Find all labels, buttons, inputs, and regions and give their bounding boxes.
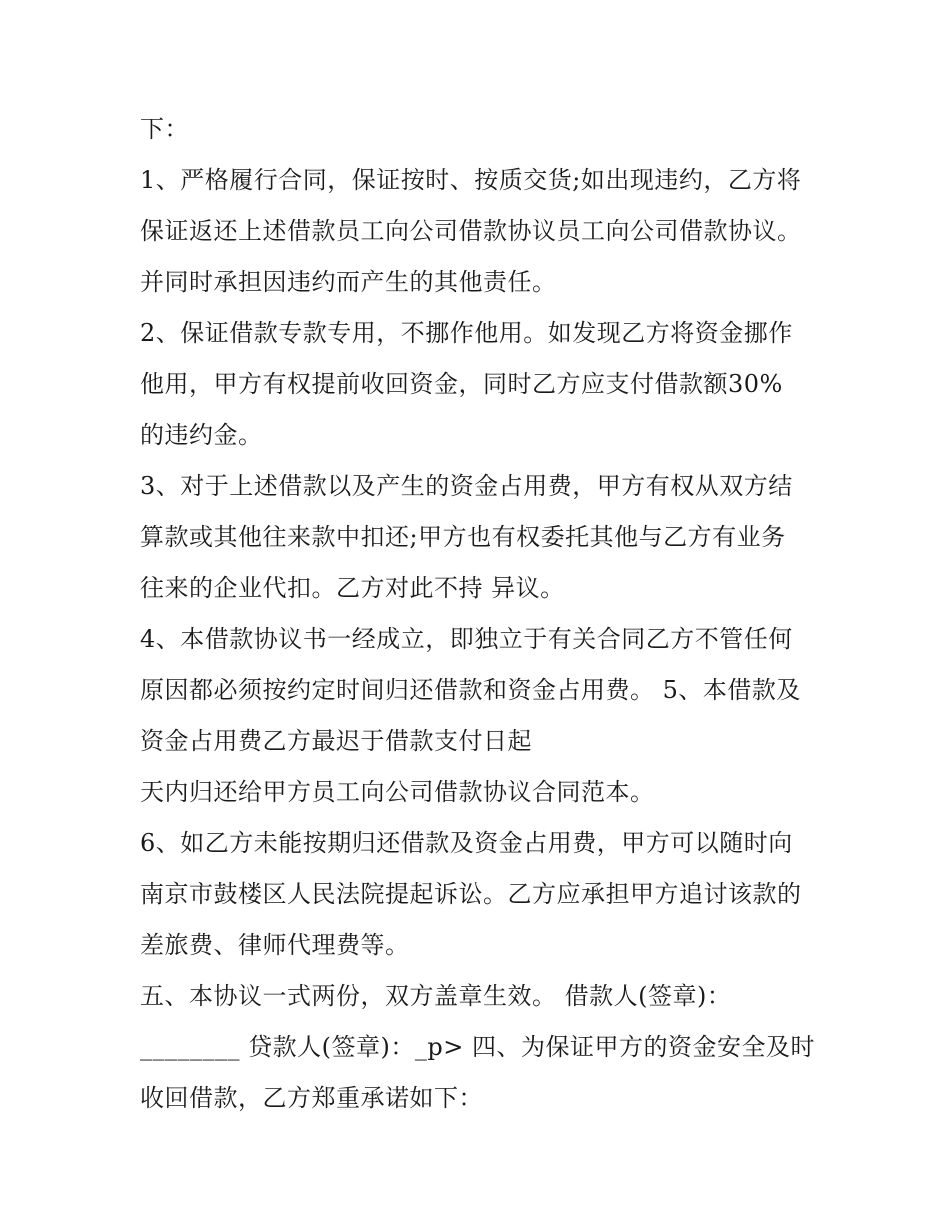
text-line: 4、本借款协议书一经成立，即独立于有关合同乙方不管任何 (140, 625, 793, 653)
text-line: 资金占用费乙方最迟于借款支付日起 (140, 727, 532, 755)
text-line: 天内归还给甲方员工向公司借款协议合同范本。 (140, 778, 655, 806)
text-line: 下： (140, 115, 189, 143)
text-line: 2、保证借款专款专用，不挪作他用。如发现乙方将资金挪作 (140, 319, 793, 347)
text-line: 算款或其他往来款中扣还;甲方也有权委托其他与乙方有业务 (140, 523, 786, 551)
text-line: 收回借款，乙方郑重承诺如下： (140, 1084, 483, 1112)
text-line: 3、对于上述借款以及产生的资金占用费，甲方有权从双方结 (140, 472, 793, 500)
text-line: 并同时承担因违约而产生的其他责任。 (140, 268, 557, 296)
text-line: 1、严格履行合同，保证按时、按质交货;如出现违约，乙方将 (140, 166, 802, 194)
document-body (140, 104, 830, 1124)
text-line: ________ 贷款人(签章)：_p> 四、为保证甲方的资金安全及时 (140, 1033, 815, 1061)
text-line: 6、如乙方未能按期归还借款及资金占用费，甲方可以随时向 (140, 829, 793, 857)
text-line: 往来的企业代扣。乙方对此不持 异议。 (140, 574, 565, 602)
text-line: 的违约金。 (140, 421, 263, 449)
text-line: 差旅费、律师代理费等。 (140, 931, 410, 959)
text-line: 南京市鼓楼区人民法院提起诉讼。乙方应承担甲方追讨该款的 (140, 880, 802, 908)
text-line: 他用，甲方有权提前收回资金，同时乙方应支付借款额30% (140, 370, 783, 398)
text-line: 保证返还上述借款员工向公司借款协议员工向公司借款协议。 (140, 217, 802, 245)
text-line: 五、本协议一式两份，双方盖章生效。 借款人(签章)： (140, 982, 732, 1010)
text-line: 原因都必须按约定时间归还借款和资金占用费。 5、本借款及 (140, 676, 801, 704)
